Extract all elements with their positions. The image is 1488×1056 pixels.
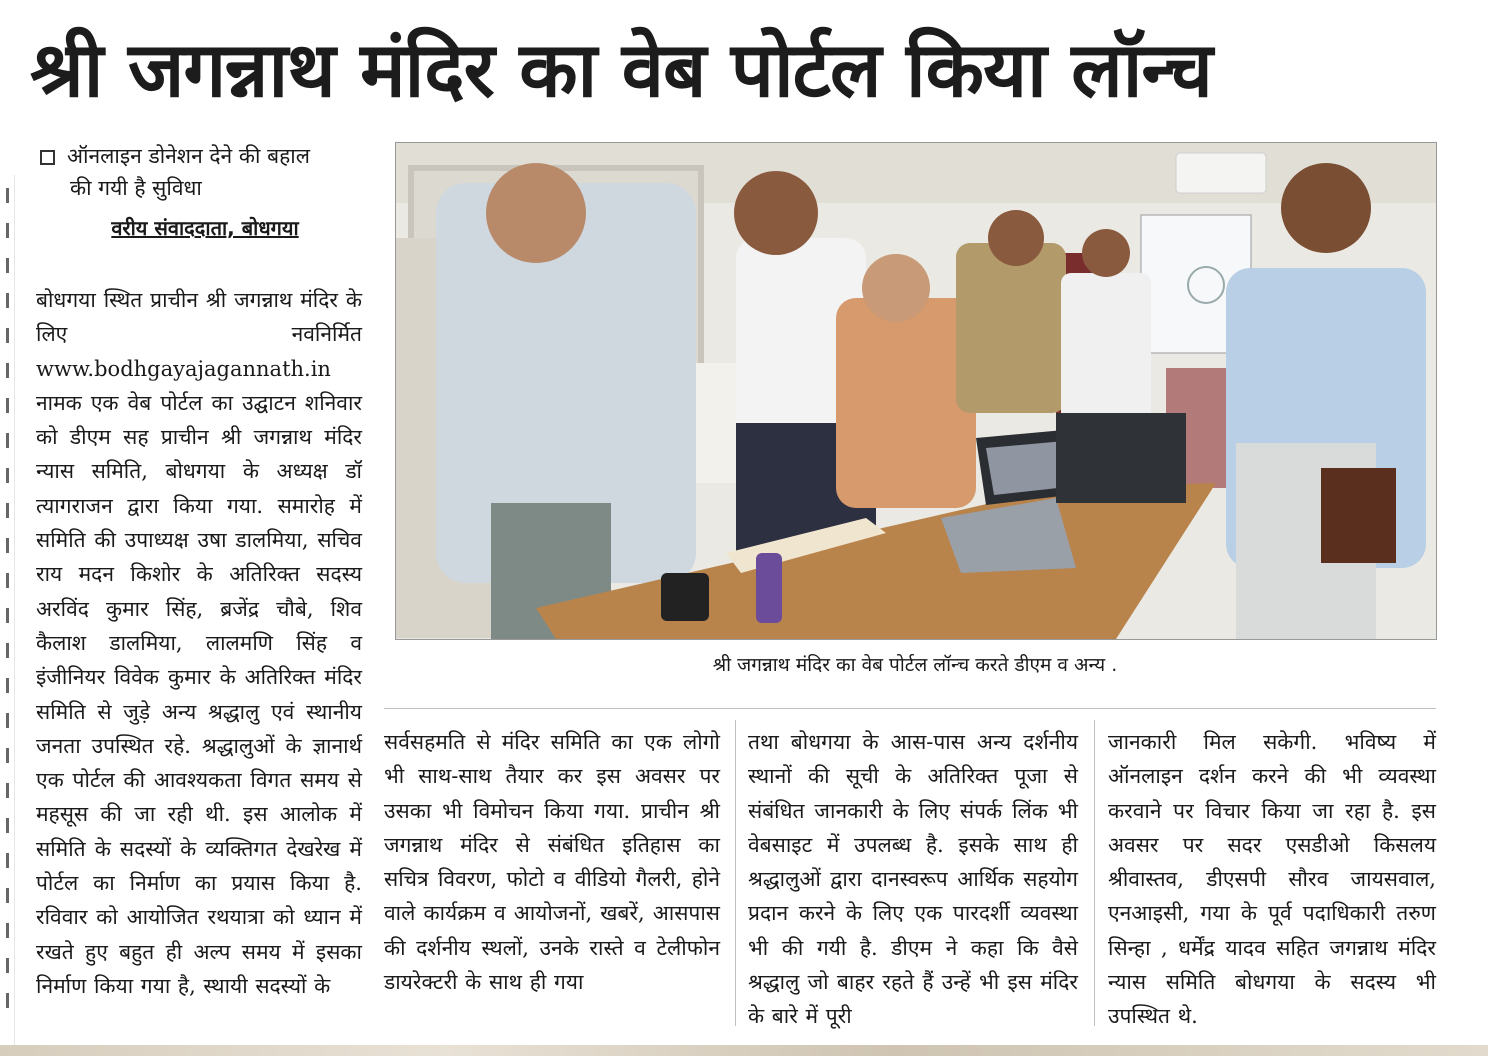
subhead-line-2: की गयी है सुविधा <box>70 176 202 200</box>
photo-caption: श्री जगन्नाथ मंदिर का वेब पोर्टल लॉन्च करते डीएम व अन्य . <box>712 654 1118 676</box>
news-photo <box>395 142 1437 640</box>
headline: श्री जगन्नाथ मंदिर का वेब पोर्टल किया लॉन्च <box>30 25 1212 114</box>
body-column-2: सर्वसहमति से मंदिर समिति का एक लोगो भी साथ-साथ तैयार कर इस अवसर पर उसका भी विमोचन किया गया. प्राचीन श्री जगन्नाथ मंदिर से संबंधित इतिहास का सचित्र विवरण, फोटो व वीडियो गैलरी, होने वाले कार्यक्रम व आयोजनों, खबरें, आसपास की दर्शनीय स्थलों, उनके रास्ते व टेलीफोन डायरेक्टरी के साथ ही गया <box>384 730 720 995</box>
photo-illustration <box>396 143 1436 639</box>
adjacent-column-edge <box>0 175 15 1045</box>
body-column-1: बोधगया स्थित प्राचीन श्री जगन्नाथ मंदिर के लिए नवनिर्मित www.bodhgayajagannath.in नामक एक वेब पोर्टल का उद्घाटन शनिवार को डीएम सह प्राचीन श्री जगन्नाथ मंदिर न्यास समिति, बोधगया के अध्यक्ष डॉ त्यागराजन द्वारा किया गया. समारोह में समिति की उपाध्यक्ष उषा डालमिया, सचिव राय मदन किशोर के अतिरिक्त सदस्य अरविंद कुमार सिंह, ब्रजेंद्र चौबे, शिव कैलाश डालमिया, लालमणि सिंह व इंजीनियर विवेक कुमार के अतिरिक्त मंदिर समिति से जुड़े अन्य श्रद्धालु एवं स्थानीय जनता उपस्थित रहे. श्रद्धालुओं के ज्ञानार्थ एक पोर्टल की आवश्यकता विगत समय से महसूस की जा रही थी. इस आलोक में समिति के सदस्यों के व्यक्तिगत देखरेख में पोर्टल का निर्माण का प्रयास किया है. रविवार को आयोजित रथयात्रा को ध्यान में रखते हुए बहुत ही अल्प समय में इसका निर्माण किया गया है, स्थायी सदस्यों के <box>36 288 362 998</box>
column-divider <box>735 720 736 1026</box>
body-column-4: जानकारी मिल सकेगी. भविष्य में ऑनलाइन दर्शन करने की भी व्यवस्था करवाने पर विचार किया जा रहा है. इस अवसर पर सदर एसडीओ किसलय श्रीवास्तव, डीएसपी सौरव जायसवाल, एनआइसी, गया के पूर्व पदाधिकारी तरुण सिन्हा , धर्मेंद्र यादव सहित जगन्नाथ मंदिर न्यास समिति बोधगया के सदस्य भी उपस्थित थे. <box>1108 730 1436 1029</box>
subheadline <box>40 140 370 204</box>
subhead-line-1: ऑनलाइन डोनेशन देने की बहाल <box>67 144 310 168</box>
body-column-3: तथा बोधगया के आस-पास अन्य दर्शनीय स्थानों की सूची के अतिरिक्त पूजा से संबंधित जानकारी के लिए संपर्क लिंक भी वेबसाइट में उपलब्ध है. इसके साथ ही श्रद्धालुओं द्वारा दानस्वरूप आर्थिक सहयोग प्रदान करने के लिए एक पारदर्शी व्यवस्था भी की गयी है. डीएम ने कहा कि वैसे श्रद्धालु जो बाहर रहते हैं उन्हें भी इस मंदिर के बारे में पूरी <box>748 730 1078 1029</box>
hollow-square-icon <box>40 150 55 165</box>
column-divider <box>1094 720 1095 1026</box>
section-divider <box>384 708 1436 709</box>
adjacent-image-edge <box>0 1045 1488 1056</box>
byline: वरीय संवाददाता, बोधगया <box>111 216 299 240</box>
